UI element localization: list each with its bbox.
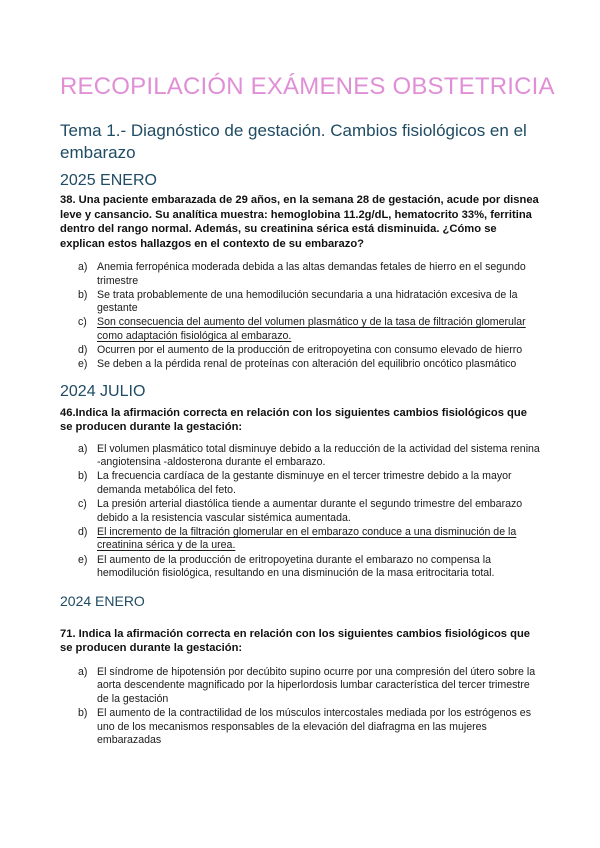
option-text: La frecuencia cardíaca de la gestante disminuye en el tercer trimestre debido a la mayor demanda metabólica del feto.	[97, 470, 512, 497]
answer-option	[60, 289, 540, 316]
option-letter: e)	[78, 358, 88, 371]
option-letter: e)	[78, 553, 88, 566]
option-letter: d)	[78, 525, 88, 538]
answer-option	[60, 554, 540, 581]
option-text: Anemia ferropénica moderada debida a las altas demandas fetales de hierro en el segundo trimestre	[97, 261, 526, 287]
option-letter: c)	[78, 498, 87, 511]
answer-option	[60, 344, 540, 358]
answer-option	[60, 498, 540, 525]
exam-section-2024-julio	[60, 382, 540, 581]
option-text: Se trata probablemente de una hemodilución secundaria a una hidratación excesiva de la gestante	[97, 288, 518, 315]
option-text: El aumento de la producción de eritropoyetina durante el embarazo no compensa la hemodilución fisiológica, resultando en una disminución de la masa eritrocitaria total.	[97, 553, 495, 580]
option-text: La presión arterial diastólica tiende a aumentar durante el segundo trimestre del embarazo debido a la resistencia vascular sistémica aumentada.	[97, 498, 523, 524]
exam-section-2025-enero	[60, 171, 540, 372]
answer-option	[60, 261, 540, 288]
question-text: 71. Indica la afirmación correcta en relación con los siguientes cambios fisiológicos que se producen durante la gestación:	[60, 627, 531, 655]
exam-section-2024-enero	[60, 591, 540, 748]
option-letter: b)	[78, 706, 88, 719]
topic-title: Tema 1.- Diagnóstico de gestación. Cambios fisiológicos en el embarazo	[60, 121, 527, 162]
option-text: Se deben a la pérdida renal de proteínas con alteración del equilibrio oncótico plasmático	[97, 358, 517, 371]
section-heading: 2024 JULIO	[60, 382, 146, 400]
answer-option	[60, 358, 540, 372]
answer-option-correct	[60, 316, 540, 343]
answer-options	[60, 666, 540, 748]
answer-options	[60, 261, 540, 372]
option-text: Ocurren por el aumento de la producción de eritropoyetina con consumo elevado de hierro	[97, 344, 523, 357]
answer-option-correct	[60, 526, 540, 553]
option-letter: b)	[78, 470, 88, 483]
answer-option	[60, 666, 540, 707]
option-text: El síndrome de hipotensión por decúbito supino ocurre por una compresión del útero sobre la aorta descendente magnificado por la hiperlordosis lumbar característica del tercer trimestre de la gestación	[97, 665, 536, 705]
option-letter: a)	[78, 665, 88, 678]
option-letter: a)	[78, 261, 88, 273]
option-letter: c)	[78, 316, 87, 329]
section-heading: 2024 ENERO	[60, 592, 145, 609]
answer-option	[60, 443, 540, 470]
question-text: 38. Una paciente embarazada de 29 años, en la semana 28 de gestación, acude por disnea leve y cansancio. Su analítica muestra: hemoglobina 11.2g/dL, hematocrito 33%, ferritina dentro del rango normal. Además, su creatinina sérica está disminuida. ¿Cómo se explican estos hallazgos en el contexto de su embarazo?	[60, 194, 539, 250]
answer-options	[60, 443, 540, 581]
option-text: El aumento de la contractilidad de los músculos intercostales mediada por los estrógenos es uno de los mecanismos responsables de la elevación del diafragma en las mujeres embarazadas	[97, 706, 531, 747]
option-text: El volumen plasmático total disminuye debido a la reducción de la actividad del sistema renina -angiotensina -aldosterona durante el embarazo.	[97, 442, 540, 469]
option-text: El incremento de la filtración glomerular en el embarazo conduce a una disminución de la creatinina sérica y de la urea.	[97, 525, 517, 552]
question-text: 46.Indica la afirmación correcta en relación con los siguientes cambios fisiológicos que se producen durante la gestación:	[60, 406, 527, 434]
option-letter: d)	[78, 344, 88, 357]
option-letter: a)	[78, 442, 88, 455]
answer-option	[60, 470, 540, 497]
document-title: RECOPILACIÓN EXÁMENES OBSTETRICIA	[60, 73, 555, 100]
option-letter: b)	[78, 288, 88, 301]
section-heading: 2025 ENERO	[60, 172, 157, 189]
answer-option	[60, 707, 540, 748]
option-text: Son consecuencia del aumento del volumen plasmático y de la tasa de filtración glomerular como adaptación fisiológica al embarazo.	[97, 316, 526, 342]
